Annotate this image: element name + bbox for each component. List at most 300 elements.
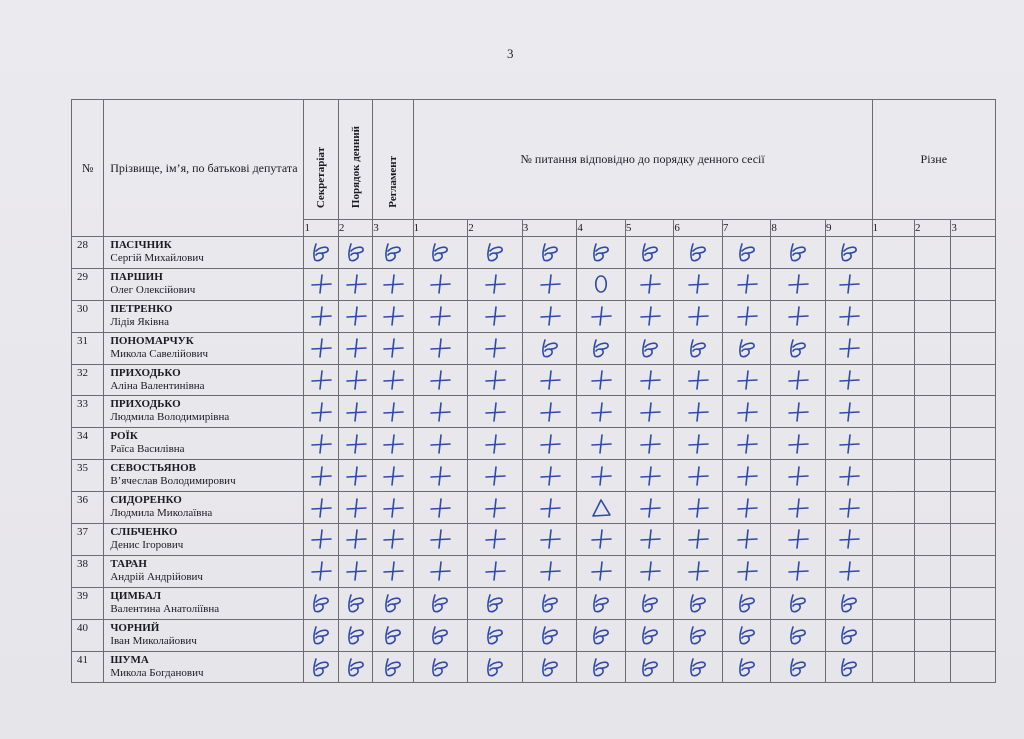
vote-mark-cell	[577, 332, 626, 364]
letter-v-mark	[683, 623, 713, 647]
plus-mark	[378, 272, 408, 296]
vote-mark-cell	[373, 587, 413, 619]
vote-mark-cell	[522, 364, 577, 396]
vote-mark-cell	[468, 237, 523, 269]
vote-mark-cell	[771, 619, 826, 651]
header-number: №	[72, 100, 104, 237]
column-index: 3	[951, 220, 996, 237]
misc-cell	[951, 396, 996, 428]
letter-v-mark	[480, 623, 510, 647]
plus-mark	[535, 527, 565, 551]
letter-v-mark	[306, 623, 336, 647]
plus-mark	[425, 559, 455, 583]
vote-mark-cell	[338, 587, 372, 619]
letter-v-mark	[834, 623, 864, 647]
row-number: 32	[72, 364, 104, 396]
plus-mark	[535, 368, 565, 392]
letter-v-mark	[586, 623, 616, 647]
misc-cell	[872, 237, 914, 269]
letter-v-mark	[535, 623, 565, 647]
vote-mark-cell	[825, 396, 872, 428]
plus-mark	[635, 304, 665, 328]
vote-mark-cell	[468, 492, 523, 524]
plus-mark	[834, 432, 864, 456]
vote-mark-cell	[577, 555, 626, 587]
vote-mark-cell	[722, 300, 771, 332]
plus-mark	[480, 432, 510, 456]
vote-mark-cell	[413, 651, 468, 683]
letter-v-mark	[732, 655, 762, 679]
deputy-name-cell	[104, 428, 304, 460]
vote-mark-cell	[722, 396, 771, 428]
misc-cell	[872, 428, 914, 460]
vote-mark-cell	[577, 460, 626, 492]
row-number: 37	[72, 524, 104, 556]
misc-cell	[872, 268, 914, 300]
misc-cell	[951, 428, 996, 460]
vote-mark-cell	[625, 619, 674, 651]
plus-mark	[834, 368, 864, 392]
deputy-name-cell	[104, 492, 304, 524]
header-name: Прізвище, ім’я, по батькові депутата	[104, 100, 304, 237]
vote-mark-cell	[338, 332, 372, 364]
vote-mark-cell	[304, 555, 338, 587]
plus-mark	[683, 432, 713, 456]
letter-v-mark	[732, 336, 762, 360]
plus-mark	[834, 496, 864, 520]
row-number: 38	[72, 555, 104, 587]
misc-cell	[915, 396, 951, 428]
vote-mark-cell	[722, 460, 771, 492]
plus-mark	[834, 559, 864, 583]
misc-cell	[872, 555, 914, 587]
row-number: 40	[72, 619, 104, 651]
misc-cell	[915, 364, 951, 396]
row-number: 28	[72, 237, 104, 269]
plus-mark	[732, 496, 762, 520]
deputy-name-cell	[104, 268, 304, 300]
plus-mark	[834, 527, 864, 551]
vote-mark-cell	[468, 619, 523, 651]
vote-mark-cell	[674, 237, 723, 269]
plus-mark	[306, 496, 336, 520]
vote-mark-cell	[373, 237, 413, 269]
row-number: 29	[72, 268, 104, 300]
letter-v-mark	[783, 623, 813, 647]
plus-mark	[378, 336, 408, 360]
vote-mark-cell	[373, 332, 413, 364]
vote-mark-cell	[625, 428, 674, 460]
table-row	[72, 428, 996, 460]
vote-mark-cell	[825, 428, 872, 460]
vote-mark-cell	[338, 460, 372, 492]
misc-cell	[951, 364, 996, 396]
letter-v-mark	[586, 591, 616, 615]
row-number: 39	[72, 587, 104, 619]
vote-mark-cell	[304, 300, 338, 332]
deputy-name-cell	[104, 555, 304, 587]
letter-v-mark	[732, 623, 762, 647]
plus-mark	[306, 432, 336, 456]
plus-mark	[480, 272, 510, 296]
vote-mark-cell	[771, 268, 826, 300]
letter-v-mark	[783, 591, 813, 615]
deputy-surname: СИДОРЕНКО	[110, 494, 182, 507]
letter-v-mark	[783, 655, 813, 679]
deputy-given-names: Сергій Михайлович	[110, 252, 204, 264]
vote-mark-cell	[468, 364, 523, 396]
plus-mark	[306, 464, 336, 488]
misc-cell	[951, 524, 996, 556]
vote-mark-cell	[304, 237, 338, 269]
column-index: 1	[872, 220, 914, 237]
misc-cell	[872, 332, 914, 364]
vote-mark-cell	[771, 587, 826, 619]
voting-table	[71, 99, 996, 683]
header-row	[72, 100, 996, 220]
deputy-surname: ШУМА	[110, 653, 149, 666]
plus-mark	[425, 527, 455, 551]
misc-cell	[915, 332, 951, 364]
plus-mark	[425, 432, 455, 456]
vote-mark-cell	[304, 332, 338, 364]
letter-v-mark	[635, 336, 665, 360]
column-index: 1	[304, 220, 338, 237]
plus-mark	[834, 400, 864, 424]
vote-mark-cell	[413, 428, 468, 460]
vote-mark-cell	[468, 300, 523, 332]
header-agenda: Порядок денний	[338, 100, 372, 220]
deputy-given-names: Людмила Володимирівна	[110, 411, 230, 424]
table-row	[72, 587, 996, 619]
misc-cell	[951, 300, 996, 332]
vote-mark-cell	[722, 587, 771, 619]
misc-cell	[915, 492, 951, 524]
vote-mark-cell	[413, 460, 468, 492]
vote-mark-cell	[771, 524, 826, 556]
misc-cell	[951, 237, 996, 269]
plus-mark	[425, 336, 455, 360]
plus-mark	[480, 336, 510, 360]
letter-v-mark	[834, 655, 864, 679]
plus-mark	[535, 464, 565, 488]
deputy-name-cell	[104, 332, 304, 364]
vote-mark-cell	[304, 492, 338, 524]
vote-mark-cell	[771, 460, 826, 492]
vote-mark-cell	[413, 587, 468, 619]
misc-cell	[872, 492, 914, 524]
row-number: 34	[72, 428, 104, 460]
letter-v-mark	[306, 591, 336, 615]
plus-mark	[683, 496, 713, 520]
vote-mark-cell	[304, 524, 338, 556]
vote-mark-cell	[674, 268, 723, 300]
vote-mark-cell	[577, 300, 626, 332]
vote-mark-cell	[577, 396, 626, 428]
vote-mark-cell	[825, 651, 872, 683]
plus-mark	[783, 432, 813, 456]
vote-mark-cell	[468, 587, 523, 619]
vote-mark-cell	[825, 332, 872, 364]
misc-cell	[915, 651, 951, 683]
plus-mark	[425, 464, 455, 488]
deputy-surname: РОЇК	[110, 430, 138, 443]
plus-mark	[341, 464, 371, 488]
misc-cell	[872, 587, 914, 619]
plus-mark	[683, 400, 713, 424]
letter-v-mark	[341, 655, 371, 679]
vote-mark-cell	[373, 492, 413, 524]
letter-v-mark	[683, 591, 713, 615]
plus-mark	[683, 559, 713, 583]
vote-mark-cell	[722, 555, 771, 587]
misc-cell	[915, 555, 951, 587]
plus-mark	[378, 304, 408, 328]
vote-mark-cell	[577, 268, 626, 300]
vote-mark-cell	[338, 524, 372, 556]
vote-mark-cell	[373, 460, 413, 492]
vote-mark-cell	[577, 237, 626, 269]
table-row	[72, 492, 996, 524]
vote-mark-cell	[522, 555, 577, 587]
vote-mark-cell	[522, 651, 577, 683]
vote-mark-cell	[825, 237, 872, 269]
vote-mark-cell	[522, 460, 577, 492]
vote-mark-cell	[722, 619, 771, 651]
plus-mark	[732, 464, 762, 488]
plus-mark	[480, 368, 510, 392]
deputy-given-names: Андрій Андрійович	[110, 570, 203, 583]
vote-mark-cell	[577, 524, 626, 556]
letter-v-mark	[341, 240, 371, 264]
letter-v-mark	[586, 240, 616, 264]
vote-mark-cell	[413, 300, 468, 332]
vote-mark-cell	[674, 555, 723, 587]
vote-mark-cell	[413, 268, 468, 300]
plus-mark	[834, 304, 864, 328]
vote-mark-cell	[825, 492, 872, 524]
deputy-given-names: Людмила Миколаївна	[110, 507, 213, 520]
vote-mark-cell	[522, 587, 577, 619]
vote-mark-cell	[522, 428, 577, 460]
vote-mark-cell	[674, 651, 723, 683]
table-row	[72, 524, 996, 556]
vote-mark-cell	[468, 651, 523, 683]
plus-mark	[834, 272, 864, 296]
misc-cell	[915, 428, 951, 460]
vote-mark-cell	[625, 651, 674, 683]
deputy-given-names: Олег Олексійович	[110, 283, 196, 296]
plus-mark	[834, 336, 864, 360]
plus-mark	[635, 559, 665, 583]
letter-v-mark	[683, 336, 713, 360]
deputy-given-names: Іван Миколайович	[110, 634, 197, 647]
plus-mark	[480, 559, 510, 583]
vote-mark-cell	[522, 492, 577, 524]
letter-v-mark	[341, 591, 371, 615]
misc-cell	[951, 651, 996, 683]
deputy-name-cell	[104, 619, 304, 651]
plus-mark	[306, 304, 336, 328]
letter-v-mark	[683, 655, 713, 679]
vote-mark-cell	[373, 524, 413, 556]
deputy-name-cell	[104, 396, 304, 428]
vote-mark-cell	[413, 364, 468, 396]
vote-mark-cell	[577, 651, 626, 683]
vote-mark-cell	[771, 332, 826, 364]
deputy-name-cell	[104, 364, 304, 396]
plus-mark	[586, 400, 616, 424]
deputy-surname: ТАРАН	[110, 557, 147, 570]
letter-v-mark	[783, 240, 813, 264]
plus-mark	[732, 527, 762, 551]
letter-v-mark	[480, 655, 510, 679]
plus-mark	[378, 400, 408, 424]
column-index: 2	[468, 220, 523, 237]
vote-mark-cell	[413, 237, 468, 269]
plus-mark	[783, 272, 813, 296]
plus-mark	[635, 272, 665, 296]
deputy-name-cell	[104, 651, 304, 683]
vote-mark-cell	[338, 492, 372, 524]
plus-mark	[783, 559, 813, 583]
vote-mark-cell	[625, 396, 674, 428]
letter-v-mark	[635, 240, 665, 264]
vote-mark-cell	[674, 587, 723, 619]
letter-v-mark	[425, 591, 455, 615]
plus-mark	[635, 400, 665, 424]
letter-v-mark	[783, 336, 813, 360]
vote-mark-cell	[413, 332, 468, 364]
letter-v-mark	[480, 591, 510, 615]
letter-v-mark	[635, 655, 665, 679]
vote-mark-cell	[468, 555, 523, 587]
plus-mark	[341, 496, 371, 520]
vote-mark-cell	[674, 396, 723, 428]
misc-cell	[951, 619, 996, 651]
misc-cell	[915, 268, 951, 300]
row-number: 41	[72, 651, 104, 683]
column-index: 3	[522, 220, 577, 237]
deputy-given-names: Микола Богданович	[110, 666, 204, 679]
vote-mark-cell	[722, 428, 771, 460]
vote-mark-cell	[722, 332, 771, 364]
vote-mark-cell	[722, 651, 771, 683]
deputy-given-names: Аліна Валентинівна	[110, 379, 205, 392]
misc-cell	[951, 587, 996, 619]
misc-cell	[951, 555, 996, 587]
letter-v-mark	[635, 591, 665, 615]
row-number: 33	[72, 396, 104, 428]
plus-mark	[425, 368, 455, 392]
header-regulations: Регламент	[373, 100, 413, 220]
plus-mark	[635, 527, 665, 551]
letter-o-mark	[586, 272, 616, 296]
plus-mark	[480, 400, 510, 424]
vote-mark-cell	[825, 460, 872, 492]
vote-mark-cell	[771, 396, 826, 428]
plus-mark	[586, 368, 616, 392]
plus-mark	[683, 304, 713, 328]
page-number: 3	[507, 46, 514, 61]
vote-mark-cell	[625, 300, 674, 332]
vote-mark-cell	[373, 268, 413, 300]
misc-cell	[915, 237, 951, 269]
plus-mark	[306, 559, 336, 583]
vote-mark-cell	[522, 268, 577, 300]
deputy-given-names: В’ячеслав Володимирович	[110, 475, 236, 488]
misc-cell	[872, 619, 914, 651]
misc-cell	[951, 460, 996, 492]
plus-mark	[732, 432, 762, 456]
vote-mark-cell	[468, 332, 523, 364]
plus-mark	[535, 496, 565, 520]
row-number: 35	[72, 460, 104, 492]
column-index: 2	[338, 220, 372, 237]
misc-cell	[915, 524, 951, 556]
vote-mark-cell	[338, 396, 372, 428]
plus-mark	[306, 400, 336, 424]
vote-mark-cell	[674, 492, 723, 524]
plus-mark	[535, 272, 565, 296]
vote-mark-cell	[304, 396, 338, 428]
letter-v-mark	[535, 591, 565, 615]
vote-mark-cell	[468, 428, 523, 460]
plus-mark	[834, 464, 864, 488]
letter-v-mark	[341, 623, 371, 647]
vote-mark-cell	[304, 428, 338, 460]
column-index: 3	[373, 220, 413, 237]
misc-cell	[915, 460, 951, 492]
vote-mark-cell	[825, 364, 872, 396]
letter-v-mark	[425, 655, 455, 679]
table-row	[72, 364, 996, 396]
letter-v-mark	[306, 655, 336, 679]
letter-v-mark	[378, 240, 408, 264]
plus-mark	[341, 336, 371, 360]
row-number: 36	[72, 492, 104, 524]
column-index: 8	[771, 220, 826, 237]
vote-mark-cell	[413, 492, 468, 524]
plus-mark	[341, 272, 371, 296]
letter-v-mark	[834, 240, 864, 264]
plus-mark	[783, 527, 813, 551]
vote-mark-cell	[373, 555, 413, 587]
misc-cell	[872, 396, 914, 428]
deputy-given-names: Раїса Василівна	[110, 443, 185, 456]
vote-mark-cell	[674, 524, 723, 556]
plus-mark	[306, 368, 336, 392]
letter-v-mark	[535, 655, 565, 679]
vote-mark-cell	[825, 300, 872, 332]
vote-mark-cell	[304, 460, 338, 492]
plus-mark	[732, 304, 762, 328]
letter-v-mark	[586, 336, 616, 360]
vote-mark-cell	[577, 428, 626, 460]
letter-v-mark	[834, 591, 864, 615]
vote-mark-cell	[722, 492, 771, 524]
vote-mark-cell	[522, 396, 577, 428]
vote-mark-cell	[674, 460, 723, 492]
column-index: 5	[625, 220, 674, 237]
vote-mark-cell	[373, 619, 413, 651]
column-index: 4	[577, 220, 626, 237]
deputy-surname: ПАСІЧНИК	[110, 239, 172, 251]
plus-mark	[425, 304, 455, 328]
plus-mark	[732, 559, 762, 583]
plus-mark	[683, 368, 713, 392]
vote-mark-cell	[825, 524, 872, 556]
